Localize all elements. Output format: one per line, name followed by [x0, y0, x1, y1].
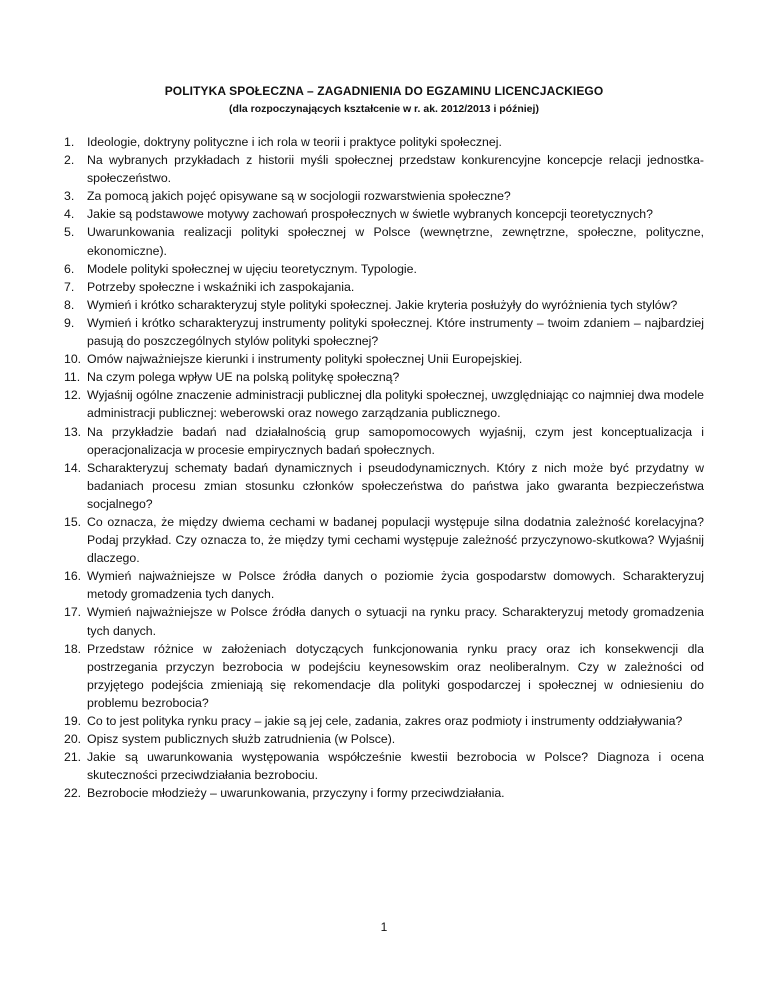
item-text: Za pomocą jakich pojęć opisywane są w socjologii rozwarstwienia społeczne?: [87, 189, 511, 204]
list-item: [64, 133, 704, 151]
document-title: POLITYKA SPOŁECZNA – ZAGADNIENIA DO EGZAMINU LICENCJACKIEGO: [164, 84, 604, 98]
item-number: 6.: [64, 261, 75, 276]
item-text: Bezrobocie młodzieży – uwarunkowania, przyczyny i formy przeciwdziałania.: [87, 786, 505, 801]
list-item: [64, 278, 704, 296]
list-item: [64, 603, 704, 639]
list-item: [64, 260, 704, 278]
item-text: Wymień i krótko scharakteryzuj style polityki społecznej. Jakie kryteria posłużyły do wyróżnienia tych stylów?: [87, 297, 678, 312]
page-number: 1: [380, 920, 388, 934]
item-text: Co to jest polityka rynku pracy – jakie są jej cele, zadania, zakres oraz podmioty i instrumenty oddziaływania?: [87, 714, 683, 728]
item-number: 2.: [64, 153, 75, 168]
list-item: [64, 350, 704, 368]
item-number: 15.: [64, 514, 82, 529]
item-number: 1.: [64, 135, 75, 149]
list-item: [64, 296, 704, 314]
item-text: Wymień najważniejsze w Polsce źródła danych o sytuacji na rynku pracy. Scharakteryzuj metody gromadzenia tych danych.: [87, 605, 704, 638]
item-text: Wymień i krótko scharakteryzuj instrumenty polityki społecznej. Które instrumenty – twoim zdaniem – najbardziej pasują do poszczególnych stylów polityki społecznej?: [87, 315, 704, 349]
item-text: Omów najważniejsze kierunki i instrumenty polityki społecznej Unii Europejskiej.: [87, 352, 523, 367]
item-number: 16.: [64, 569, 82, 584]
item-text: Wyjaśnij ogólne znaczenie administracji publicznej dla polityki społecznej, uwzględniając co najmniej dwa modele administracji publicznej: weberowski oraz nowego zarządzania publicznego.: [87, 388, 704, 421]
list-item: [64, 223, 704, 259]
item-number: 5.: [64, 225, 75, 240]
item-number: 3.: [64, 189, 75, 204]
item-text: Jakie są podstawowe motywy zachowań prospołecznych w świetle wybranych koncepcji teoretycznych?: [87, 207, 653, 222]
list-item: [64, 730, 704, 748]
list-item: [64, 386, 704, 422]
item-text: Ideologie, doktryny polityczne i ich rola w teorii i praktyce polityki społecznej.: [87, 135, 502, 149]
document-subtitle: (dla rozpoczynających kształcenie w r. ak. 2012/2013 i później): [229, 103, 539, 115]
item-number: 10.: [64, 352, 82, 367]
item-text: Na wybranych przykładach z historii myśli społecznej przedstaw konkurencyjne koncepcje relacji jednostka-społeczeństwo.: [87, 153, 704, 186]
item-text: Uwarunkowania realizacji polityki społecznej w Polsce (wewnętrzne, zewnętrzne, społeczne, polityczne, ekonomiczne).: [87, 225, 704, 258]
list-item: [64, 712, 704, 730]
list-item: [64, 368, 704, 386]
item-number: 18.: [64, 641, 82, 656]
item-text: Przedstaw różnice w założeniach dotyczących funkcjonowania rynku pracy oraz ich konsekwencji dla postrzegania przyczyn bezrobocia w podejściu keynesowskim oraz neoliberalnym. Czy w zależności od przyjętego podejścia zmieniają się rekomendacje dla polityki gospodarczej i społecznej w odniesieniu do problemu bezrobocia?: [87, 641, 704, 710]
item-text: Na czym polega wpływ UE na polską politykę społeczną?: [87, 370, 400, 385]
list-item: [64, 423, 704, 459]
item-number: 12.: [64, 388, 82, 403]
item-text: Na przykładzie badań nad działalnością grup samopomocowych wyjaśnij, czym jest konceptualizacja i operacjonalizacja w procesie empirycznych badań społecznych.: [87, 424, 704, 457]
item-text: Jakie są uwarunkowania występowania współcześnie kwestii bezrobocia w Polsce? Diagnoza i ocena skuteczności przeciwdziałania bezrobociu.: [87, 750, 704, 783]
item-number: 20.: [64, 732, 82, 747]
item-text: Wymień najważniejsze w Polsce źródła danych o poziomie życia gospodarstw domowych. Scharakteryzuj metody gromadzenia tych danych.: [87, 569, 704, 602]
item-text: Scharakteryzuj schematy badań dynamicznych i pseudodynamicznych. Który z nich może być przydatny w badaniach procesu zmian stosunku członków społeczeństwa do państwa jako gwaranta bezpieczeństwa socjalnego?: [87, 460, 704, 511]
item-text: Opisz system publicznych służb zatrudnienia (w Polsce).: [87, 732, 396, 747]
item-text: Modele polityki społecznej w ujęciu teoretycznym. Typologie.: [87, 261, 417, 276]
item-number: 13.: [64, 424, 82, 439]
item-text: Potrzeby społeczne i wskaźniki ich zaspokajania.: [87, 279, 355, 294]
item-number: 7.: [64, 279, 75, 294]
item-number: 11.: [64, 370, 81, 385]
list-item: [64, 513, 704, 567]
item-number: 14.: [64, 460, 82, 475]
item-number: 4.: [64, 207, 75, 222]
item-text: Co oznacza, że między dwiema cechami w badanej populacji występuje silna dodatnia zależność korelacyjna? Podaj przykład. Czy oznacza to, że między tymi cechami występuje zależność przyczynowo-skutkowa? Wyjaśnij dlaczego.: [87, 514, 704, 566]
list-item: [64, 784, 704, 802]
list-item: [64, 640, 704, 712]
list-item: [64, 187, 704, 205]
item-number: 19.: [64, 714, 82, 728]
list-item: [64, 151, 704, 187]
item-number: 8.: [64, 297, 75, 312]
item-number: 17.: [64, 605, 82, 620]
question-list: [64, 133, 704, 802]
item-number: 22.: [64, 786, 82, 801]
list-item: [64, 314, 704, 350]
item-number: 21.: [64, 750, 82, 765]
list-item: [64, 459, 704, 513]
list-item: [64, 748, 704, 784]
list-item: [64, 205, 704, 223]
list-item: [64, 567, 704, 603]
item-number: 9.: [64, 315, 75, 330]
